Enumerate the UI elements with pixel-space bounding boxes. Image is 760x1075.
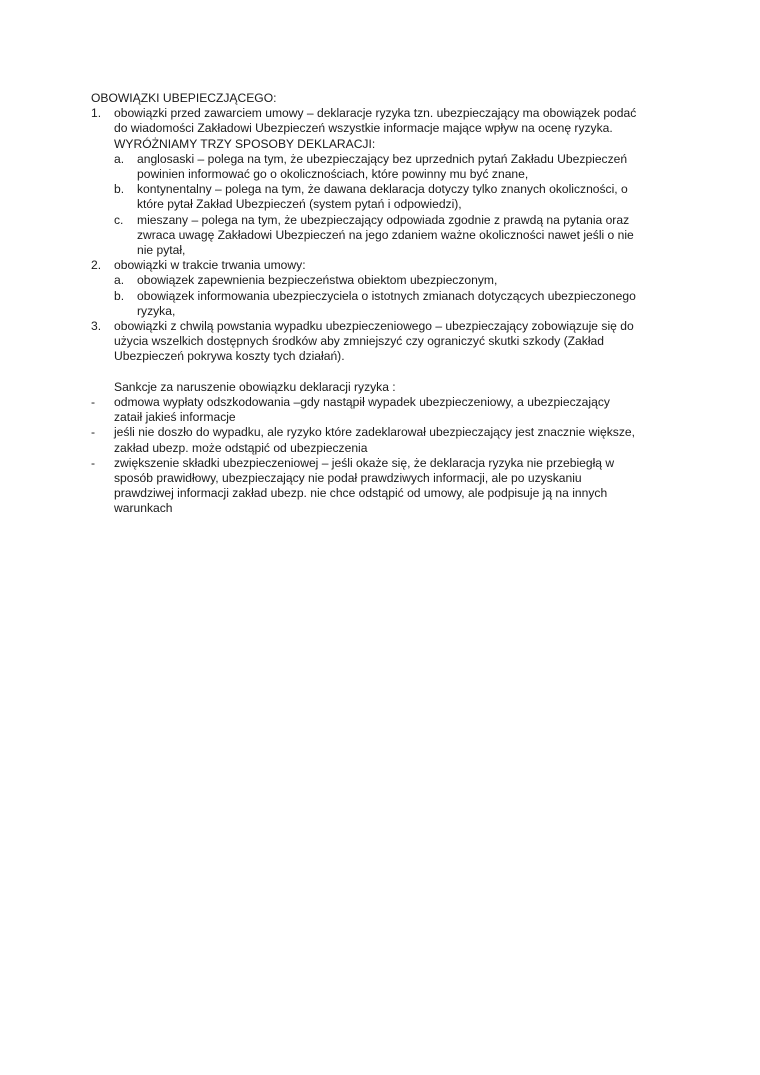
sublist-item-1c xyxy=(114,213,671,259)
list-item-text: WYRÓŻNIAMY TRZY SPOSOBY DEKLARACJI: xyxy=(114,136,376,151)
paragraph-spacer xyxy=(91,365,671,380)
bullet-marker: - xyxy=(91,395,96,410)
bullet-text: zwiększenie składki ubezpieczeniowej – jeśli okaże się, że deklaracja ryzyka nie przebiegłą w xyxy=(114,455,615,470)
bullet-text: zataił jakieś informacje xyxy=(114,410,236,425)
bullet-item-2 xyxy=(91,425,671,455)
bullet-text: odmowa wypłaty odszkodowania –gdy nastąpił wypadek ubezpieczeniowy, a ubezpieczający xyxy=(114,395,610,410)
list-item-3 xyxy=(91,319,671,365)
sanctions-heading: Sankcje za naruszenie obowiązku deklaracji ryzyka : xyxy=(114,379,396,394)
sublist-item-text: mieszany – polega na tym, że ubezpieczający odpowiada zgodnie z prawdą na pytania oraz xyxy=(137,212,630,227)
bullet-item-3 xyxy=(91,456,671,517)
sublist-item-text: powinien informować go o okolicznościach, które powinny mu być znane, xyxy=(137,167,529,182)
list-item-2 xyxy=(91,258,671,319)
list-marker: 2. xyxy=(91,258,102,273)
sublist-item-1b xyxy=(114,182,671,212)
sublist-marker: c. xyxy=(114,212,124,227)
list-item-text: do wiadomości Zakładowi Ubezpieczeń wszystkie informacje mające wpływ na ocenę ryzyka. xyxy=(114,121,613,136)
bullet-text: zakład ubezp. może odstąpić od ubezpieczenia xyxy=(114,440,368,455)
list-marker: 1. xyxy=(91,106,102,121)
sublist-item-1a xyxy=(114,152,671,182)
list-item-text: Ubezpieczeń pokrywa koszty tych działań). xyxy=(114,349,345,364)
sublist-marker: a. xyxy=(114,151,125,166)
bullet-text: warunkach xyxy=(114,501,173,516)
list-item-text: obowiązki w trakcie trwania umowy: xyxy=(114,258,306,273)
list-item-text: użycia wszelkich dostępnych środków aby zmniejszyć czy ograniczyć skutki szkody (Zakład xyxy=(114,334,604,349)
bullet-item-1 xyxy=(91,395,671,425)
list-item-text: obowiązki przed zawarciem umowy – deklaracje ryzyka tzn. ubezpieczający ma obowiązek podać xyxy=(114,106,637,121)
sublist-item-text: nie pytał, xyxy=(137,243,186,258)
sublist-item-text: ryzyka, xyxy=(137,303,176,318)
sublist-marker: b. xyxy=(114,288,125,303)
sublist-marker: a. xyxy=(114,273,125,288)
list-item-text: obowiązki z chwilą powstania wypadku ubezpieczeniowego – ubezpieczający zobowiązuje się do xyxy=(114,319,634,334)
document-title: OBOWIĄZKI UBEPIECZJĄCEGO: xyxy=(91,91,277,105)
sublist-item-text: obowiązek zapewnienia bezpieczeństwa obiektom ubezpieczonym, xyxy=(137,273,498,288)
sublist-item-2b xyxy=(114,289,671,319)
document-body xyxy=(91,91,671,517)
list-item-1 xyxy=(91,106,671,258)
sublist-item-text: które pytał Zakład Ubezpieczeń (system pytań i odpowiedzi), xyxy=(137,197,462,212)
bullet-marker: - xyxy=(91,425,96,440)
bullet-text: prawdziwej informacji zakład ubezp. nie chce odstąpić od umowy, ale podpisuje ją na innych xyxy=(114,486,608,501)
sublist-marker: b. xyxy=(114,182,125,197)
sublist-item-text: kontynentalny – polega na tym, że dawana deklaracja dotyczy tylko znanych okoliczności, o xyxy=(137,182,628,197)
sublist-item-text: obowiązek informowania ubezpieczyciela o istotnych zmianach dotyczących ubezpieczonego xyxy=(137,288,636,303)
sublist-item-text: anglosaski – polega na tym, że ubezpieczający bez uprzednich pytań Zakładu Ubezpieczeń xyxy=(137,151,628,166)
sublist-item-2a xyxy=(114,273,671,288)
list-marker: 3. xyxy=(91,319,102,334)
bullet-marker: - xyxy=(91,455,96,470)
bullet-text: sposób prawidłowy, ubezpieczający nie podał prawdziwych informacji, ale po uzyskaniu xyxy=(114,471,582,486)
bullet-text: jeśli nie doszło do wypadku, ale ryzyko które zadeklarował ubezpieczający jest znacznie większe, xyxy=(114,425,635,440)
sublist-item-text: zwraca uwagę Zakładowi Ubezpieczeń na jego zdaniem ważne okoliczności nawet jeśli o nie xyxy=(137,227,634,242)
